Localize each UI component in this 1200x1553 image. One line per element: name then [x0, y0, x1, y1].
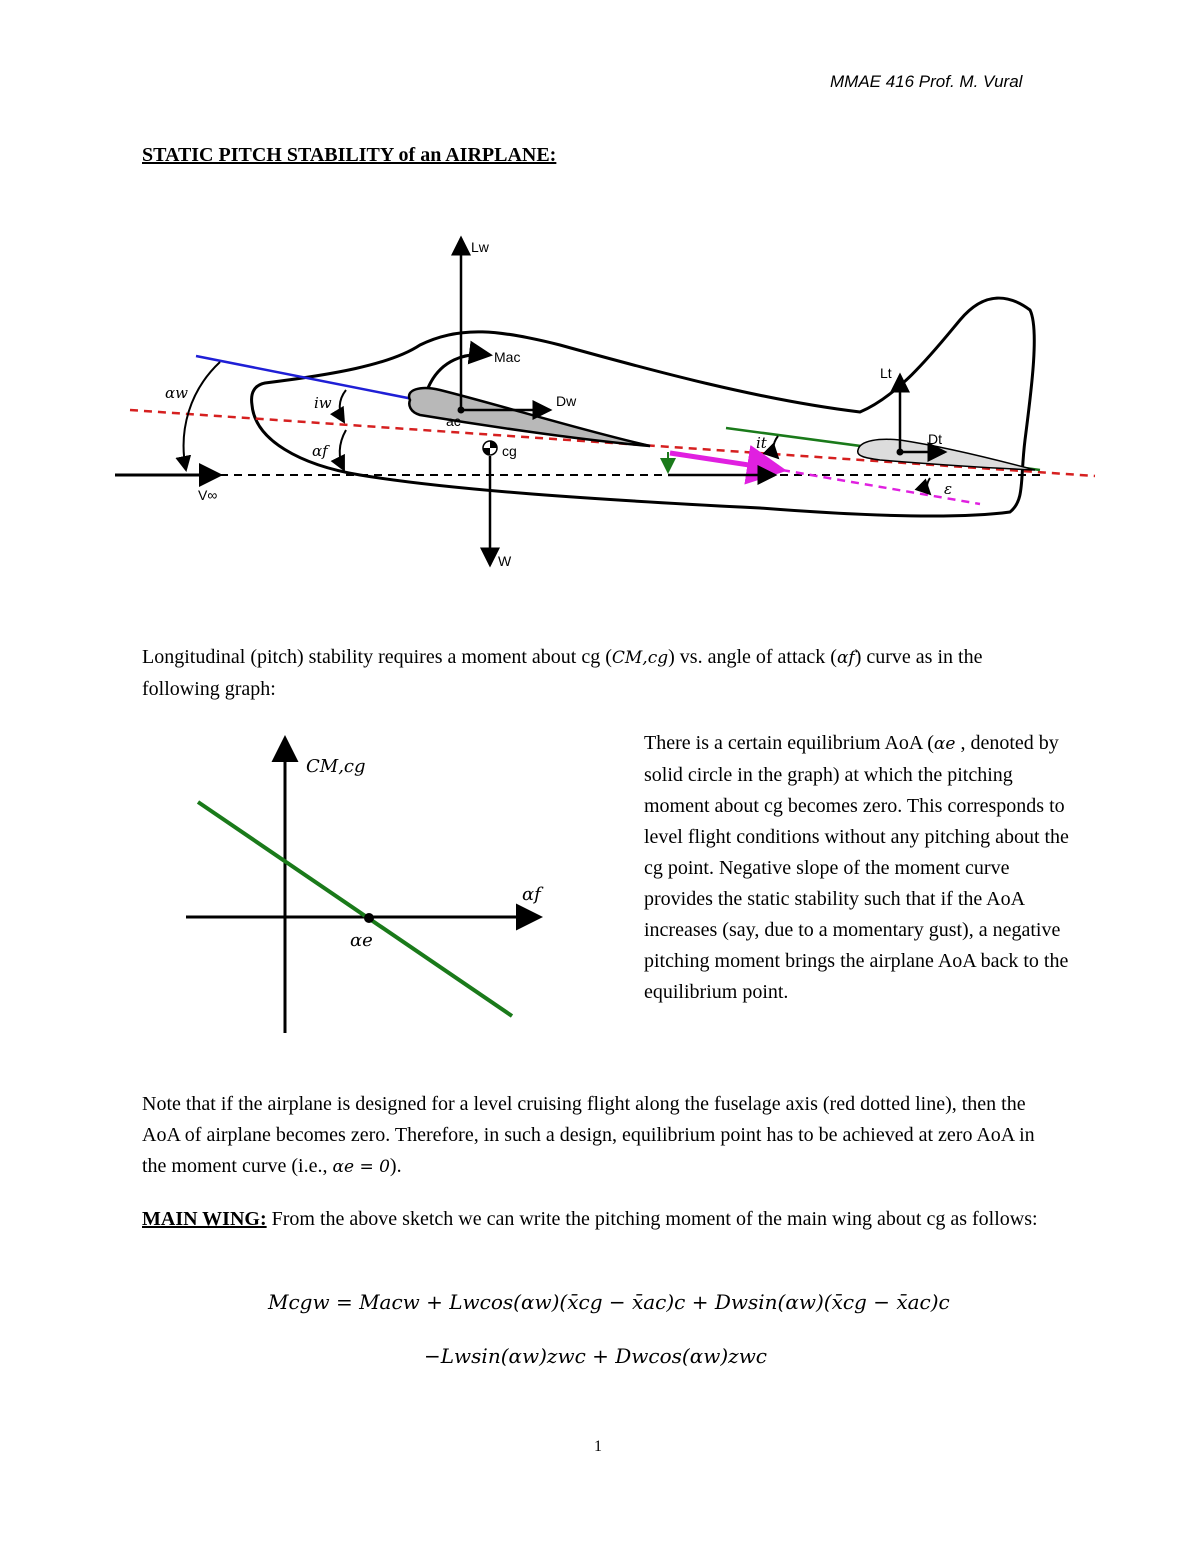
velocity-label: V∞: [198, 487, 218, 503]
page-number: 1: [594, 1438, 602, 1455]
i-t-label: it: [756, 434, 767, 452]
moment-label: Mac: [494, 349, 521, 365]
main-wing-heading: MAIN WING:: [142, 1208, 267, 1230]
equation-line-2: −Lwsin(αw)zwc + Dwcos(αw)zwc: [424, 1344, 768, 1368]
cm-symbol: CM,cg: [611, 648, 669, 668]
intro-text-1: Longitudinal (pitch) stability requires a moment about cg (: [142, 646, 612, 668]
note-text: Note that if the airplane is designed for a level cruising flight along the fuselage axis (red dotted line), then the AoA of airplane becomes zero. Therefore, in such a design, equilibrium point has to be achieved at zero AoA in the moment curve (i.e.,: [142, 1093, 1035, 1177]
cg-label: cg: [502, 443, 517, 459]
alpha-e-symbol: αe: [933, 734, 956, 754]
wing-lift-label: Lw: [471, 239, 489, 255]
epsilon-label: ε: [944, 480, 953, 498]
page-title: STATIC PITCH STABILITY of an AIRPLANE:: [142, 144, 557, 166]
alpha-w-label: αw: [165, 384, 188, 402]
equilibrium-paragraph: [644, 728, 1074, 1008]
note-end: ).: [389, 1155, 402, 1177]
intro-text-2: ) vs. angle of attack (: [668, 646, 837, 668]
note-equation: αe = 0: [332, 1157, 390, 1177]
wing-drag-label: Dw: [556, 393, 577, 409]
alpha-f-label: αf: [312, 442, 328, 460]
alpha-f-symbol: αf: [836, 648, 855, 668]
main-wing-text: From the above sketch we can write the pitching moment of the main wing about cg as follows:: [266, 1208, 1038, 1230]
graph-x-label: αf: [522, 884, 541, 905]
note-paragraph: [142, 1089, 1062, 1183]
i-w-label: iw: [314, 394, 332, 412]
ac-label: ac: [446, 413, 461, 429]
equilibrium-point: [364, 913, 374, 923]
main-wing-paragraph: [142, 1204, 1062, 1235]
graph-eq-label: αe: [350, 930, 373, 951]
tail-drag-label: Dt: [928, 431, 942, 447]
weight-label: W: [498, 553, 512, 569]
equation-line-1: Mcgw = Macw + Lwcos(αw)(x̄cg − x̄ac)c + Dwsin(αw)(x̄cg − x̄ac)c: [268, 1290, 950, 1314]
tail-lift-label: Lt: [880, 365, 892, 381]
side-text-1: There is a certain equilibrium AoA (: [644, 732, 934, 754]
intro-text-3: ) curve as in the following graph:: [142, 646, 983, 700]
side-text-2: , denoted by solid circle in the graph) at which the pitching moment about cg becomes zero. This corresponds to level flight conditions without any pitching about the cg point. Negative slope of the moment curve provides the static stability such that if the AoA increases (say, due to a momentary gust), a negative pitching moment brings the airplane AoA back to the equilibrium point.: [644, 732, 1069, 1003]
moment-curve: [198, 802, 512, 1016]
course-header: MMAE 416 Prof. M. Vural: [830, 72, 1023, 91]
graph-y-label: CM,cg: [306, 756, 366, 777]
